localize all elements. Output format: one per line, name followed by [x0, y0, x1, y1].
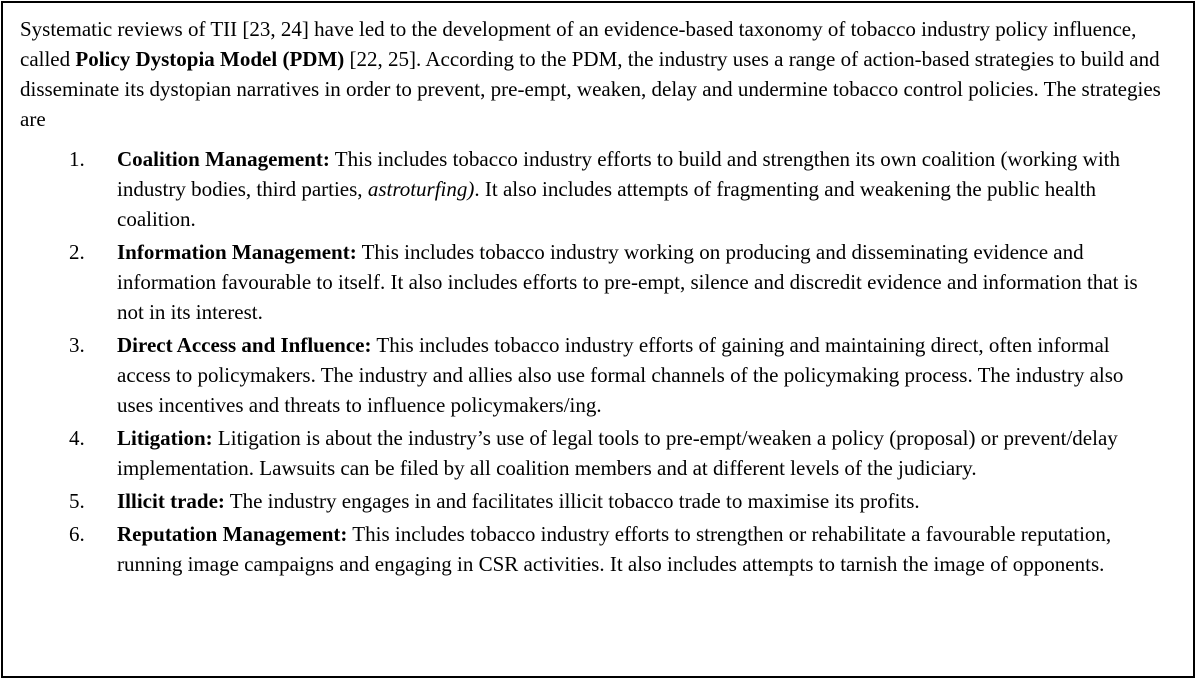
strategy-name: Direct Access and Influence:	[117, 333, 372, 357]
strategy-number: 4.	[69, 426, 85, 450]
strategy-item-litigation	[69, 423, 1159, 483]
strategy-item-information-management	[69, 237, 1159, 327]
strategy-description-end: . It also includes attempts of fragmenting and weakening the public health coalition.	[117, 177, 1097, 231]
strategy-italic-term: astroturfing)	[367, 177, 475, 201]
strategy-name: Litigation:	[117, 426, 213, 450]
strategy-item-illicit-trade	[69, 486, 1159, 516]
strategy-description: Litigation is about the industry’s use of legal tools to pre-empt/weaken a policy (proposal) or prevent/delay implementation. Lawsuits can be filed by all coalition members and at different levels of the judiciary.	[117, 426, 1118, 480]
strategy-description: This includes tobacco industry efforts of gaining and maintaining direct, often informal access to policymakers. The industry and allies also use formal channels of the policymaking process. The industry also uses incentives and threats to influence policymakers/ing.	[117, 333, 1124, 417]
strategy-number: 2.	[69, 240, 85, 264]
strategy-number: 1.	[69, 147, 85, 171]
strategy-name: Illicit trade:	[117, 489, 225, 513]
strategy-name: Coalition Management:	[117, 147, 330, 171]
intro-paragraph	[20, 14, 1180, 134]
strategy-name: Information Management:	[117, 240, 357, 264]
strategy-description: This includes tobacco industry efforts to strengthen or rehabilitate a favourable reputation, running image campaigns and engaging in CSR activities. It also includes attempts to tarnish the image of opponents.	[117, 522, 1112, 576]
strategy-number: 5.	[69, 489, 85, 513]
intro-text-after-term: [22, 25]. According to the PDM, the industry uses a range of action-based strategies to build and disseminate its dystopian narratives in order to prevent, pre-empt, weaken, delay and undermine tobacco control policies. The strategies are	[20, 47, 1161, 131]
intro-term-pdm: Policy Dystopia Model (PDM)	[75, 47, 345, 71]
strategy-item-direct-access	[69, 330, 1159, 420]
strategy-number: 3.	[69, 333, 85, 357]
strategy-description: The industry engages in and facilitates illicit tobacco trade to maximise its profits.	[224, 489, 920, 513]
text-box	[1, 1, 1195, 678]
intro-text-before-term: Systematic reviews of TII [23, 24] have led to the development of an evidence-based taxonomy of tobacco industry policy influence, called	[20, 17, 1137, 71]
strategy-item-coalition-management	[69, 144, 1159, 234]
strategy-number: 6.	[69, 522, 85, 546]
strategy-description: This includes tobacco industry efforts to build and strengthen its own coalition (working with industry bodies, third parties,	[117, 147, 1121, 201]
strategy-description: This includes tobacco industry working on producing and disseminating evidence and information favourable to itself. It also includes efforts to pre-empt, silence and discredit evidence and information that is not in its interest.	[117, 240, 1138, 324]
strategy-item-reputation-management	[69, 519, 1159, 579]
strategy-name: Reputation Management:	[117, 522, 348, 546]
strategy-list	[69, 144, 1159, 582]
